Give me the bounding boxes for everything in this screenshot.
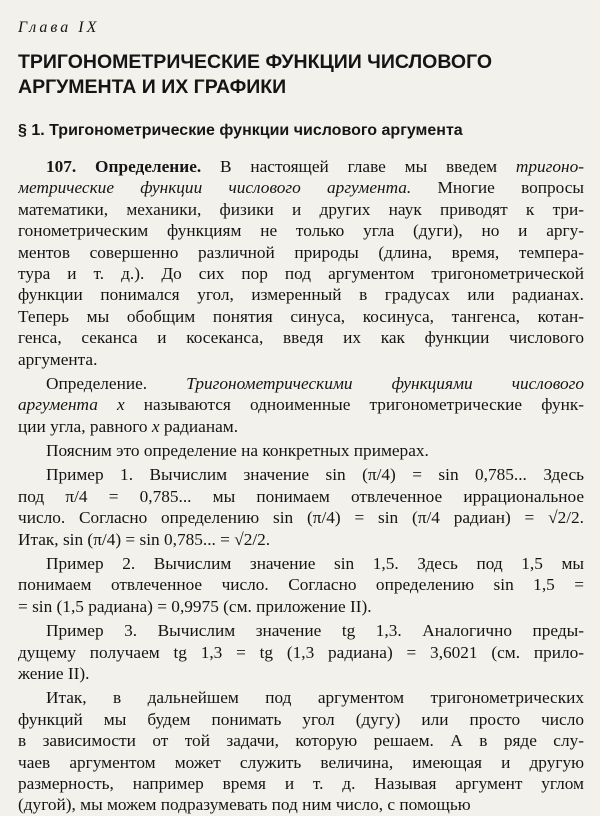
text-line [18,284,584,305]
text-line [18,553,584,574]
text-segment: чаев аргументом может служить величина, имеющая и другую [18,752,584,772]
italic-text: аргумента x [18,395,125,415]
text-segment: Пример 1. Вычислим значение sin (π/4) = sin 0,785... Здесь [46,465,584,485]
chapter-title [18,50,584,100]
italic-text: метрические функции числового аргумента. [18,178,412,198]
italic-text: x [151,416,160,436]
text-line [18,242,584,263]
text-segment: в зависимости от той задачи, которую решаем. А в ряде слу- [18,731,584,751]
text-segment: дущему получаем tg 1,3 = tg (1,3 радиана) = 3,6021 (см. прило- [18,642,584,662]
italic-text: тригоно- [515,157,584,176]
text-line [18,620,584,641]
text-line [18,394,584,415]
text-line [18,373,584,394]
text-line [18,730,584,751]
text-segment: понимаем отвлеченное число. Согласно определению sin 1,5 = [18,575,584,595]
text-segment: называются одноименные тригонометрические функ- [124,395,584,415]
text-segment: радианам. [159,416,239,436]
text-line [18,306,584,327]
text-line [18,709,584,730]
text-line [18,464,584,485]
text-segment: Многие вопросы [411,178,584,198]
text-line [18,263,584,284]
text-segment: ментов совершенно различной природы (длина, время, темпера- [18,242,584,262]
text-line [18,507,584,528]
body-text [18,156,584,816]
text-line [18,752,584,773]
text-segment: генса, секанса и косеканса, введя их как функции числового [18,328,584,348]
text-line [18,794,584,815]
text-segment: Итак, sin (π/4) = sin 0,785... = √2/2. [18,529,271,549]
chapter-title-line: АРГУМЕНТА И ИХ ГРАФИКИ [18,76,287,98]
text-segment: математики, механики, физики и других наук приводят к три- [18,199,584,219]
text-line [18,327,584,348]
text-segment: (дугой), мы можем подразумевать под ним число, с помощью [18,795,471,815]
text-segment: В настоящей главе мы введем [201,157,516,176]
section-heading: § 1. Тригонометрические функции числового аргумента [18,122,463,139]
text-segment: аргумента. [18,349,98,369]
text-segment: размерность, например время и т. д. Называя аргумент углом [18,773,584,793]
text-segment: Теперь мы обобщим понятия синуса, косинуса, тангенса, котан- [18,306,584,326]
text-line [18,220,584,241]
text-line [18,596,584,617]
text-line [18,663,584,684]
bold-text: 107. Определение. [46,157,202,176]
text-line [18,773,584,794]
text-line [18,486,584,507]
text-segment: Пример 2. Вычислим значение sin 1,5. Здесь под 1,5 мы [46,554,584,574]
text-segment: Определение. [46,373,187,393]
text-line [18,440,584,461]
text-segment: жение II). [18,663,90,683]
chapter-label: Глава IX [18,19,100,36]
text-line [18,349,584,370]
text-line [18,687,584,708]
text-line [18,199,584,220]
text-line [18,574,584,595]
text-line [18,416,584,437]
text-segment: Итак, в дальнейшем под аргументом тригонометрических [46,688,584,708]
text-line [18,642,584,663]
text-line [18,529,584,550]
text-line [18,177,584,198]
text-segment: под π/4 = 0,785... мы понимаем отвлеченное иррациональное [18,486,584,506]
text-segment: функции понимался угол, измеренный в градусах или радианах. [18,285,584,305]
italic-text: Тригонометрическими функциями числового [186,373,584,393]
text-segment: Пример 3. Вычислим значение tg 1,3. Аналогично преды- [46,621,584,641]
text-line [18,156,584,177]
chapter-title-line: ТРИГОНОМЕТРИЧЕСКИЕ ФУНКЦИИ ЧИСЛОВОГО [18,51,493,73]
text-segment: ции угла, равного [18,416,152,436]
text-segment: гонометрическим функциям не только угла (дуги), но и аргу- [18,221,584,241]
text-segment: Поясним это определение на конкретных примерах. [46,441,429,461]
text-segment: тура и т. д.). До сих пор под аргументом тригонометрической [18,263,584,283]
text-segment: число. Согласно определению sin (π/4) = sin (π/4 радиан) = √2/2. [18,508,584,528]
text-segment: = sin (1,5 радиана) = 0,9975 (см. приложение II). [18,596,372,616]
text-segment: функций мы будем понимать угол (дугу) или просто число [18,709,584,729]
